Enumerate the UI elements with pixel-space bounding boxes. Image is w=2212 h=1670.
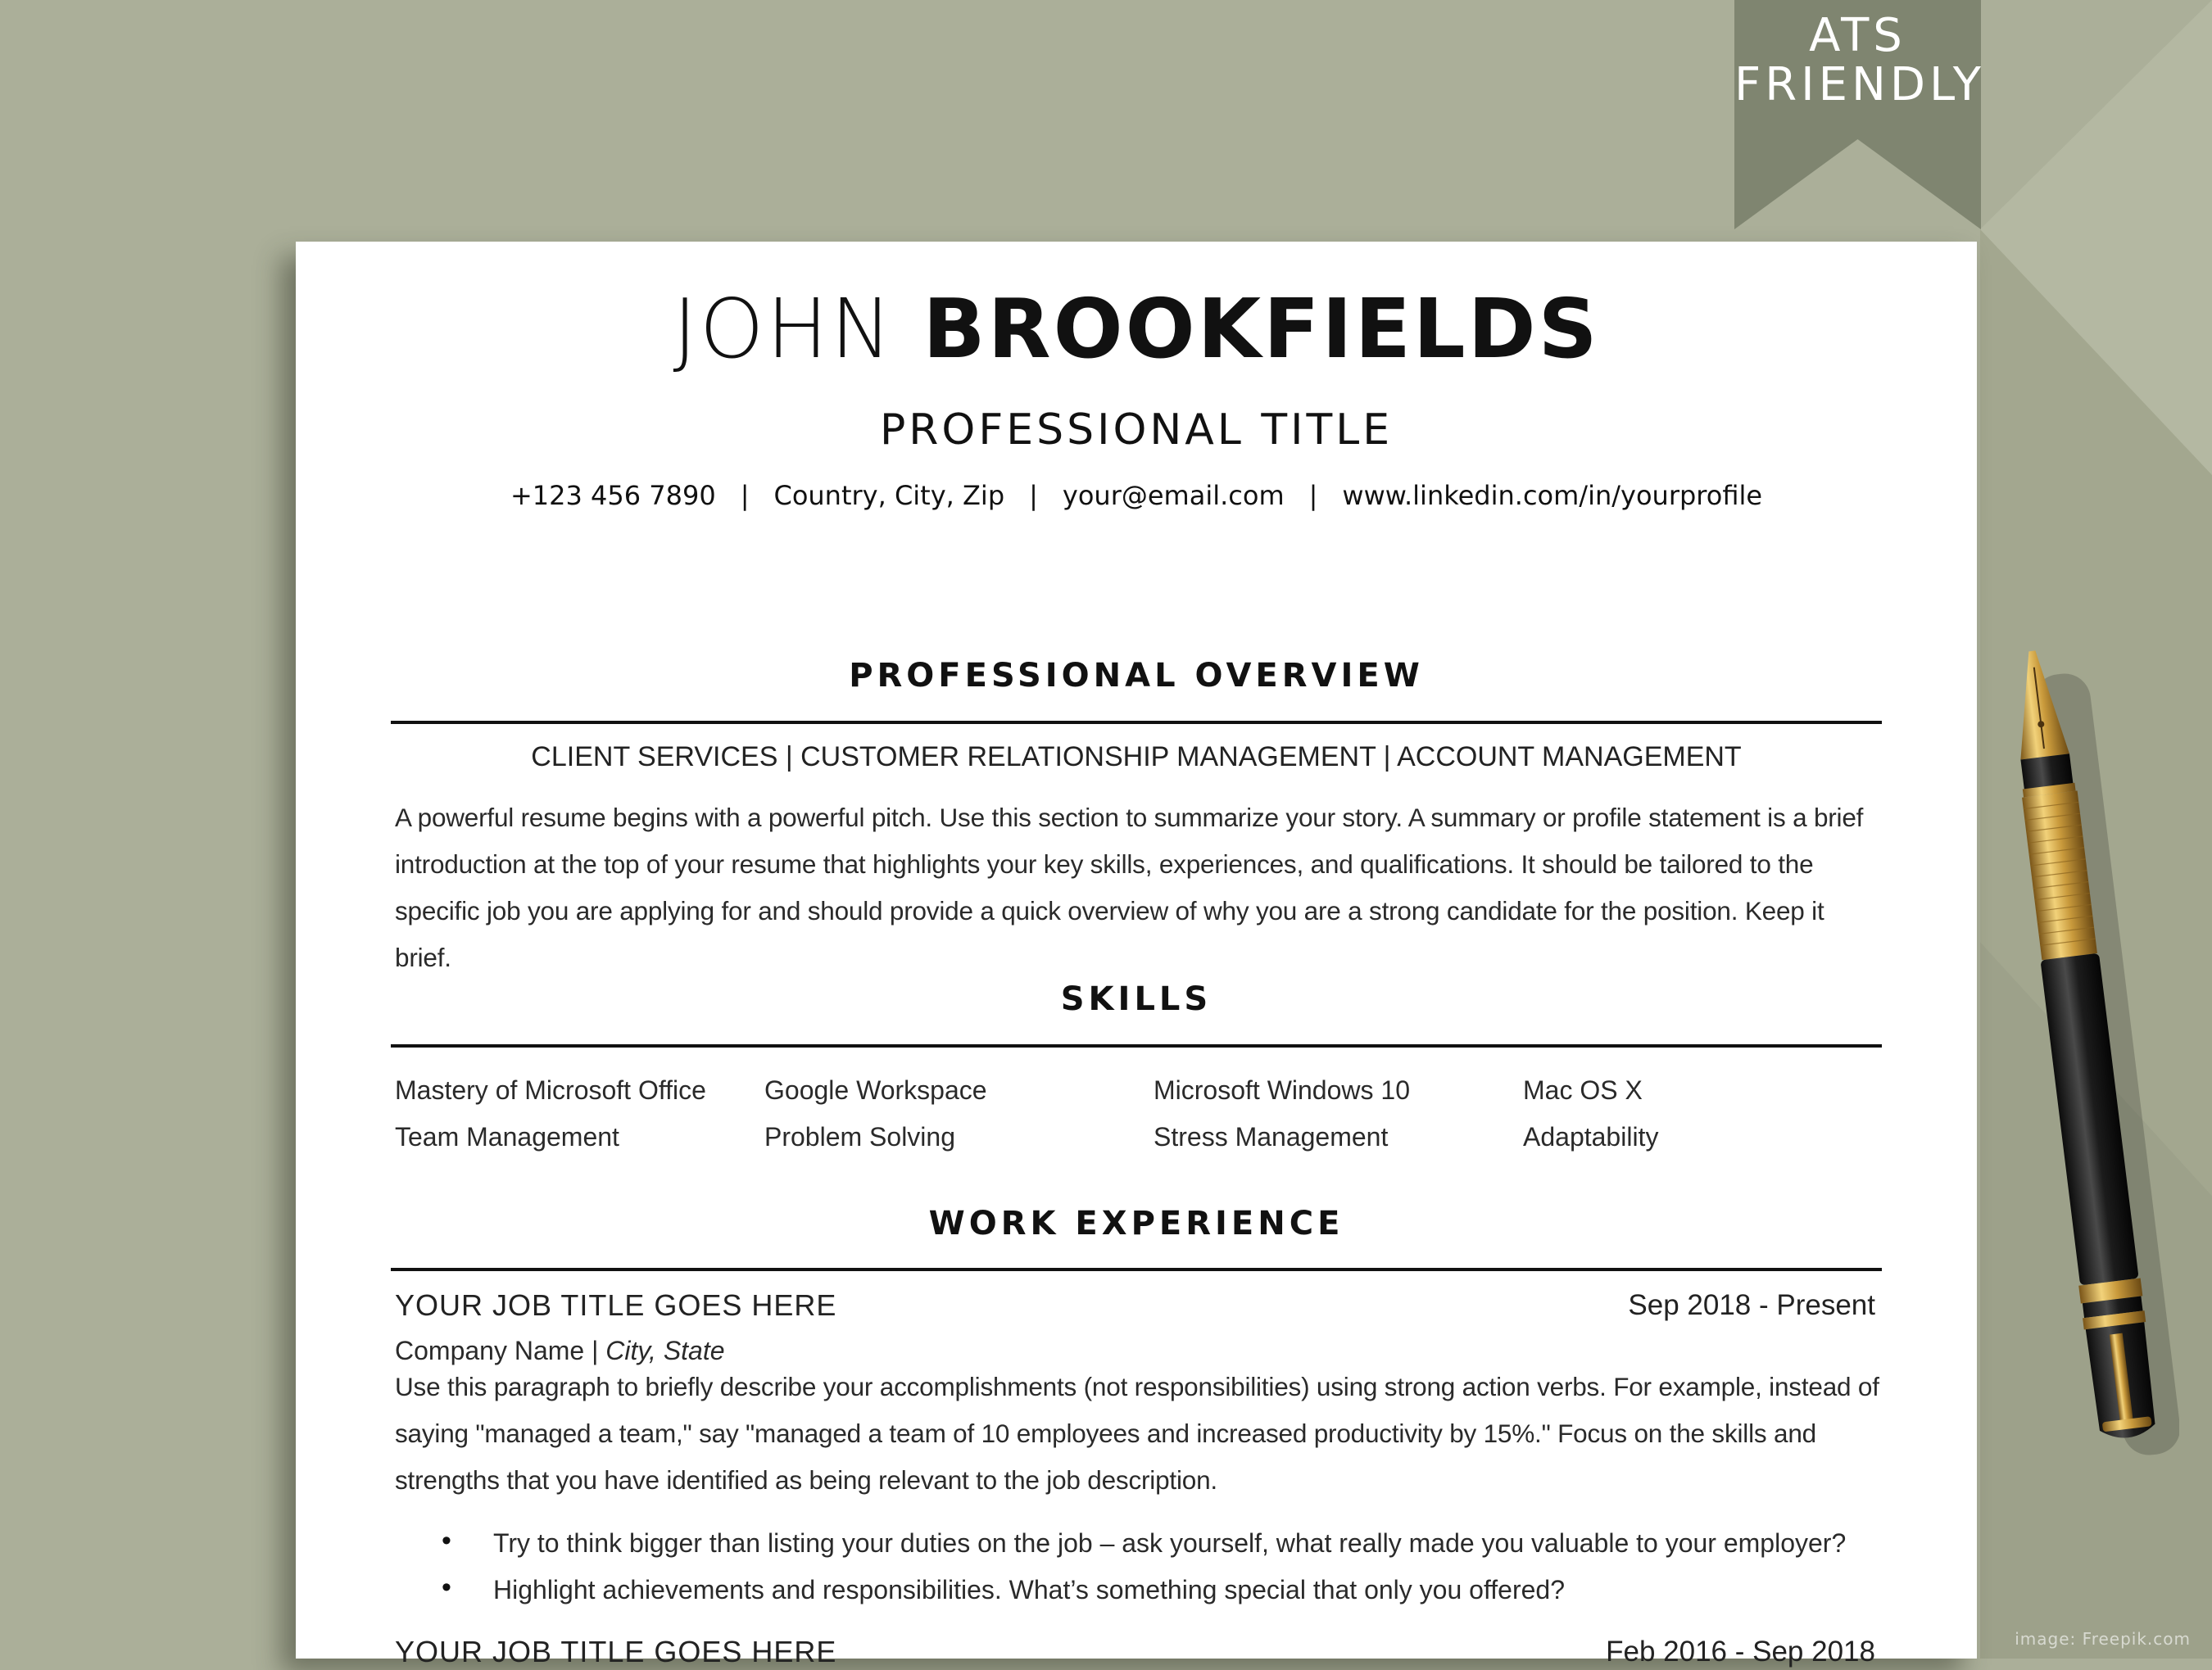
skills-heading: SKILLS	[1060, 980, 1213, 1018]
job-company-line	[395, 1334, 725, 1367]
job-dates: Feb 2016 - Sep 2018	[1606, 1636, 1875, 1668]
fountain-pen-icon	[1999, 631, 2179, 1466]
contact-location: Country, City, Zip	[773, 480, 1005, 511]
job-dates: Sep 2018 - Present	[1628, 1289, 1875, 1321]
overview-keywords: CLIENT SERVICES | CUSTOMER RELATIONSHIP MANAGEMENT | ACCOUNT MANAGEMENT	[531, 741, 1742, 772]
contact-separator: |	[740, 480, 750, 511]
skill-item: Adaptability	[1523, 1122, 1659, 1152]
job-bullet: Try to think bigger than listing your duties on the job – ask yourself, what really made you valuable to your employer?	[493, 1528, 1847, 1558]
bullet-dot: •	[442, 1572, 451, 1603]
company-separator: |	[584, 1336, 606, 1365]
professional-title: PROFESSIONAL TITLE	[879, 405, 1394, 455]
contact-email: your@email.com	[1062, 480, 1285, 511]
contact-separator: |	[1029, 480, 1038, 511]
skill-item: Microsoft Windows 10	[1154, 1075, 1410, 1105]
section-divider	[391, 1044, 1882, 1048]
job-title: YOUR JOB TITLE GOES HERE	[395, 1288, 837, 1322]
company-name: Company Name	[395, 1336, 585, 1365]
image-credit-watermark: image: Freepik.com	[2015, 1629, 2191, 1649]
skill-item: Google Workspace	[764, 1075, 987, 1105]
skill-item: Problem Solving	[764, 1122, 955, 1152]
contact-separator: |	[1308, 480, 1318, 511]
section-divider	[391, 721, 1882, 724]
skill-item: Team Management	[395, 1122, 619, 1152]
overview-summary: A powerful resume begins with a powerful pitch. Use this section to summarize your story. A summary or profile statement is a brief introduction at the top of your resume that highlights your key skills, experiences, and qualifications. It should be tailored to the specific job you are applying for and should provide a quick overview of why you are a strong candidate for the position. Keep it brief.	[395, 803, 1864, 972]
first-name: JOHN	[673, 281, 895, 377]
ribbon-line-1: ATS	[1809, 9, 1906, 62]
job-description: Use this paragraph to briefly describe your accomplishments (not responsibilities) using strong action verbs. For example, instead of saying "managed a team," say "managed a team of 10 employees and increased productivity by 15%." Focus on the skills and strengths that you have identified as being relevant to the job description.	[395, 1372, 1879, 1495]
bullet-dot: •	[442, 1525, 451, 1556]
candidate-name	[296, 281, 1977, 377]
work-experience-heading: WORK EXPERIENCE	[928, 1205, 1344, 1242]
last-name: BROOKFIELDS	[922, 281, 1600, 377]
resume-page	[296, 242, 1977, 1668]
skill-item: Mastery of Microsoft Office	[395, 1075, 706, 1105]
contact-phone: +123 456 7890	[510, 480, 716, 511]
skill-item: Stress Management	[1154, 1122, 1389, 1152]
skill-item: Mac OS X	[1523, 1075, 1643, 1105]
company-location: City, State	[605, 1336, 725, 1365]
contact-line	[296, 479, 1977, 512]
section-divider	[391, 1268, 1882, 1271]
ribbon-line-2: FRIENDLY	[1734, 58, 1985, 111]
contact-linkedin: www.linkedin.com/in/yourprofile	[1342, 480, 1763, 511]
ats-ribbon-text	[1734, 9, 1985, 111]
job-title: YOUR JOB TITLE GOES HERE	[395, 1635, 837, 1668]
overview-heading: PROFESSIONAL OVERVIEW	[849, 657, 1424, 695]
job-bullet: Highlight achievements and responsibilities. What’s something special that only you offered?	[493, 1575, 1565, 1604]
